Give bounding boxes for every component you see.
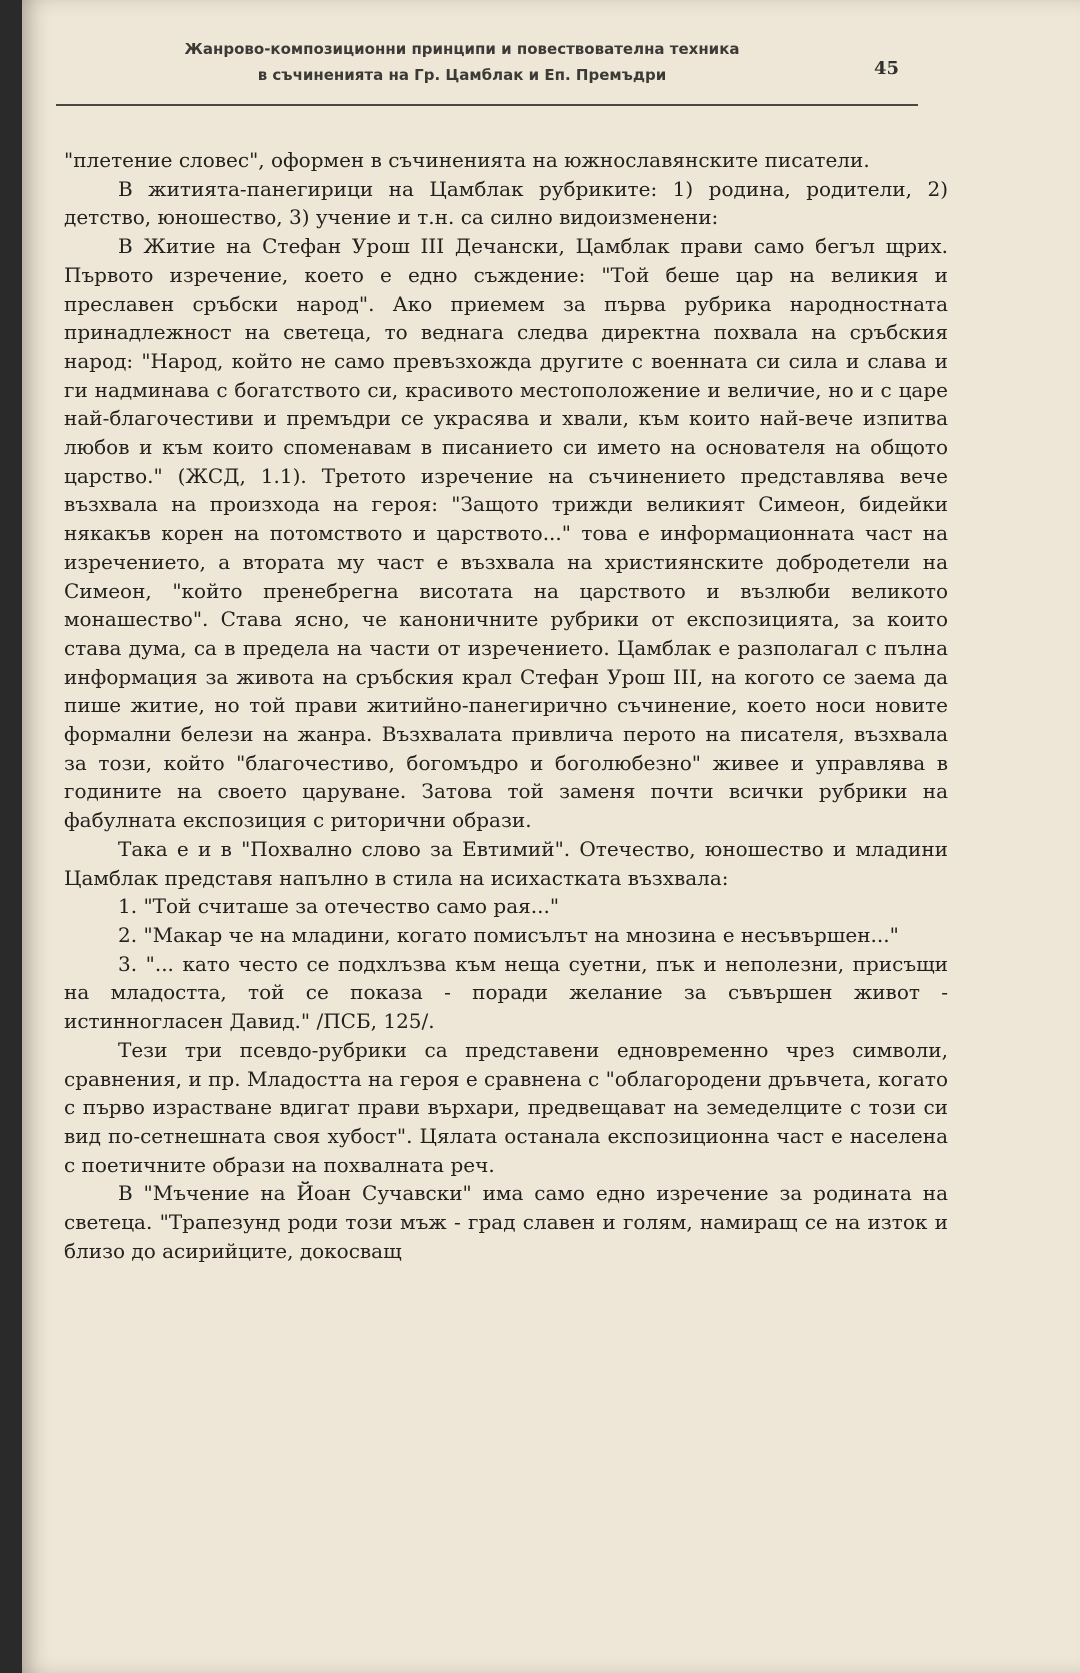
book-page xyxy=(22,0,1080,1673)
quote-item-2: 2. "Макар че на младини, когато помисълът на мнозина е несъвършен..." xyxy=(118,922,899,947)
paragraph: В "Мъчение на Йоан Сучавски" има само едно изречение за родината на светеца. "Трапезунд роди този мъж - град славен и голям, намиращ се на изток и близо до асирийците, докосващ xyxy=(64,1181,948,1263)
paragraph: Тези три псевдо-рубрики са представени едновременно чрез символи, сравнения, и пр. Младостта на героя е сравнена с "облагородени дръвчета, когато с първо израстване вдигат прави върхари, предвещават на земеделците с този си вид по-сетнешната своя хубост". Цялата останала експозиционна част е населена с поетичните образи на похвалната реч. xyxy=(64,1037,948,1177)
page-number: 45 xyxy=(874,58,900,79)
body-text xyxy=(64,146,948,1265)
quote-item-1: 1. "Той считаше за отечество само рая..." xyxy=(118,894,560,919)
paragraph: В Житие на Стефан Урош III Дечански, Цамблак прави само бегъл щрих. Първото изречение, което е едно съждение: "Той беше цар на великия и преславен сръбски народ". Ако приемем за първа рубрика народностната принадлежност на светеца, то веднага следва директна похвала на сръбския народ: "Народ, който не само превъзхожда другите с военната си сила и слава и ги надминава с богатството си, красивото местоположение и величие, но и с царе най-благочестиви и премъдри се украсява и хвали, към които най-вече изпитва любов и към които споменавам в писанието си името на основателя на общото царство." (ЖСД, 1.1). Третото изречение на съчинението представлява вече възхвала на произхода на героя: "Защото трижди великият Симеон, бидейки някакъв корен на потомството и царството..." това е информационната част на изречението, а втората му част е възхвала на християнските добродетели на Симеон, "който пренебрегна висотата на царството и възлюби великото монашество". Става ясно, че каноничните рубрики от експозицията, за които става дума, са в предела на части от изречението. Цамблак е разполагал с пълна информация за живота на сръбския крал Стефан Урош III, на когото се заема да пише житие, но той прави житийно-панегирично съчинение, което носи новите формални белези на жанра. Възхвалата привлича перото на писателя, възхвала за този, който "благочестиво, богомъдро и боголюбезно" живее и управлява в годините на своето царуване. Затова той заменя почти всички рубрики на фабулната експозиция с риторични образи. xyxy=(64,234,948,833)
running-header xyxy=(112,36,812,88)
quote-item-3: 3. "... като често се подхлъзва към неща суетни, пък и неполезни, присъщи на младостта, той се показа - поради желание за съвършен живот - истинногласен Давид." /ПСБ, 125/. xyxy=(64,951,948,1034)
header-line-2: в съчиненията на Гр. Цамблак и Еп. Премъдри xyxy=(257,66,667,84)
paragraph: В житията-панегирици на Цамблак рубриките: 1) родина, родители, 2) детство, юношество, 3) учение и т.н. са силно видоизменени: xyxy=(64,176,948,230)
paragraph-continuation: "плетение словес", оформен в съчиненията на южнославянските писатели. xyxy=(64,148,870,172)
paragraph: Така е и в "Похвално слово за Евтимий". Отечество, юношество и младини Цамблак представя напълно в стила на исихастката възхвала: xyxy=(64,836,948,890)
header-line-1: Жанрово-композиционни принципи и повествователна техника xyxy=(184,40,740,58)
header-divider xyxy=(56,104,918,106)
